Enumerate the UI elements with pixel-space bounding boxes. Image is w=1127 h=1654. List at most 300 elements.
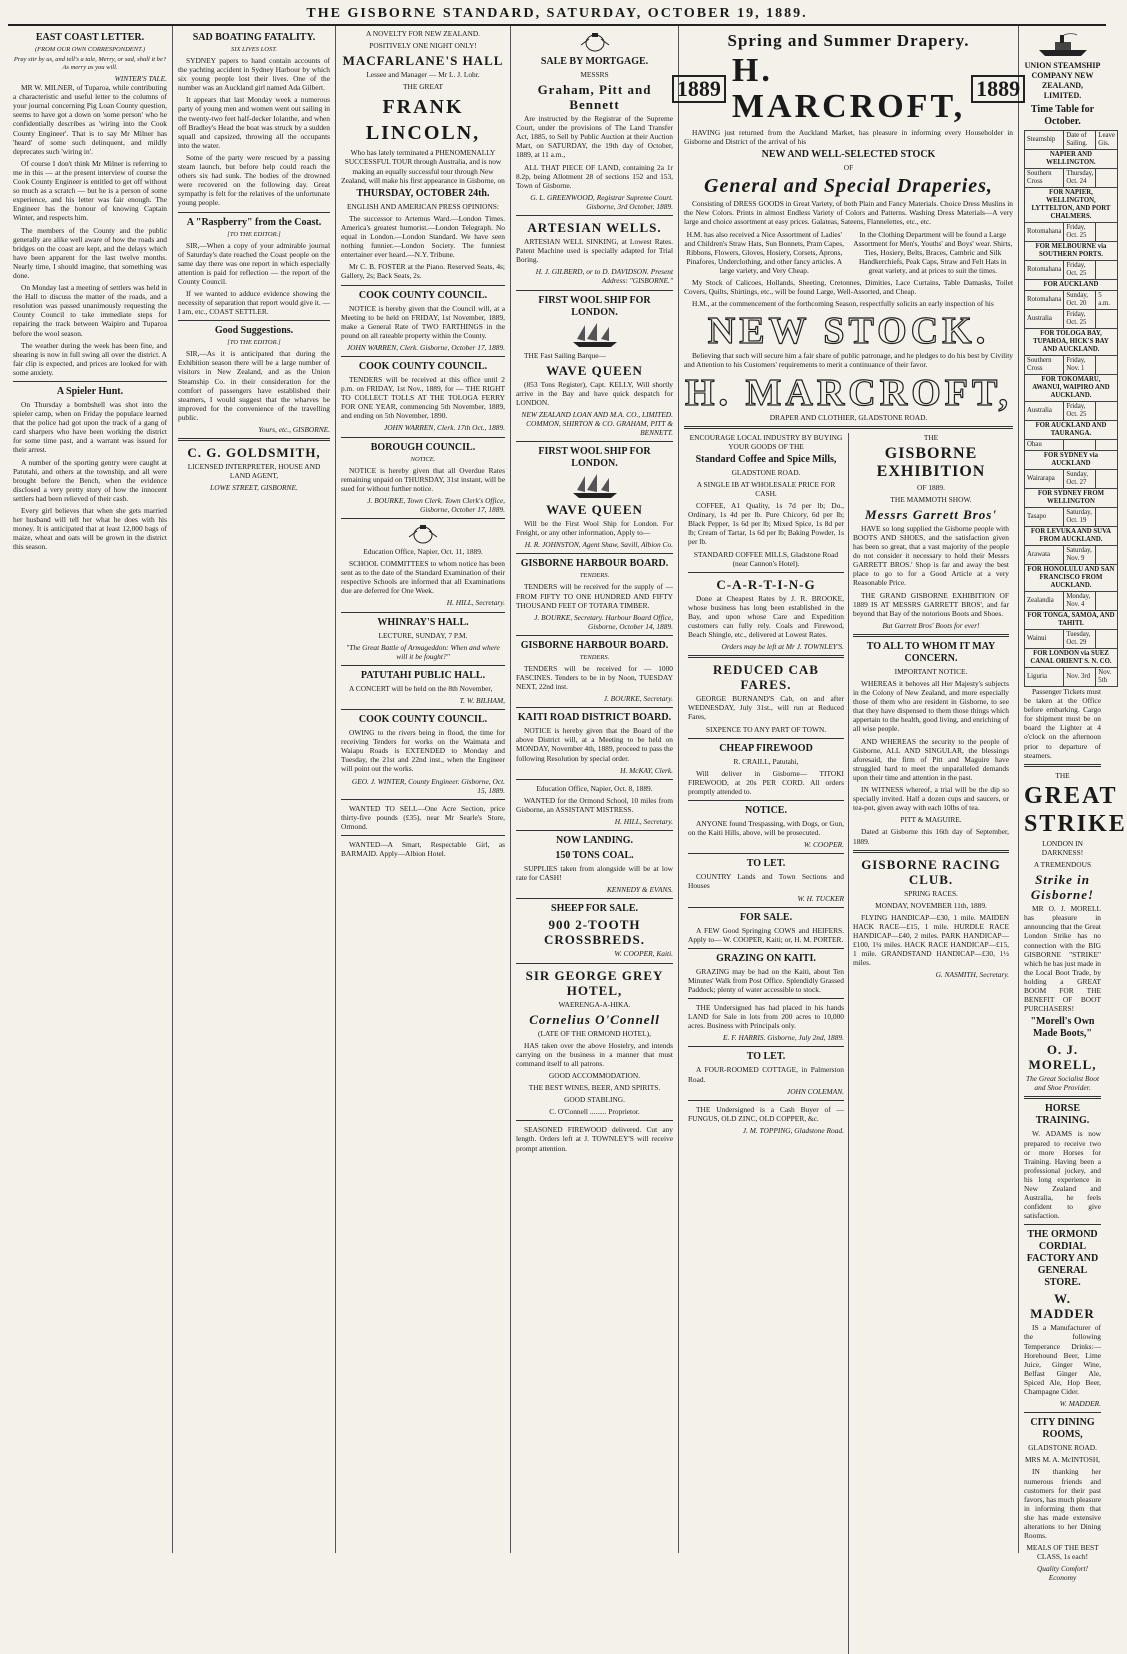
timetable-cell: Zealandia — [1025, 592, 1064, 611]
timetable-section — [1025, 489, 1118, 508]
paragraph: The successor to Artemus Ward.—London Times. America's greatest humorist.—London Telegraph. No equal in London.—London Standard. We have seen nothing funnier.—London Society. The funniest entertainer ever heard.—N.Y. Tribune. — [341, 213, 505, 260]
notice-title: COOK COUNTY COUNCIL. — [358, 714, 488, 726]
notice-title: BOROUGH COUNCIL. — [370, 441, 476, 453]
company-title: UNION STEAMSHIP COMPANY NEW ZEALAND, LIMITED. — [1024, 61, 1101, 100]
section-heading: FOR LEVUKA AND SUVA FROM AUCKLAND. — [1025, 527, 1118, 546]
paragraph: IN thanking her numerous friends and customers for their past favors, has much pleasure in informing them that she has made extensive alterations to her Dining Rooms. — [1024, 1467, 1101, 1541]
divider — [688, 907, 844, 908]
notice-title: COOK COUNTY COUNCIL. — [358, 360, 488, 372]
hotel-name: SIR GEORGE GREY HOTEL, — [525, 967, 664, 998]
divider — [1024, 1224, 1101, 1225]
signature: W. COOPER, Kaiti. — [614, 949, 673, 959]
paragraph: TENDERS will be received at this office until 2 p.m. on FRIDAY, 1st Nov., 1889, for — THE RIGHT TO COLLECT TOLLS AT THE TOLOGA FERRY FOR ONE YEAR, commencing 5th November, 1889, and ending on 5th November, 1890. — [341, 374, 505, 421]
signature: Yours, etc., GISBORNE. — [258, 425, 330, 434]
epigraph: Pray stir by us, and tell's a tale, Merry, or sad, shall it be? As merry as you will. — [13, 56, 167, 71]
paragraph: GEORGE BURNAND'S Cab, on and after WEDNESDAY, July 31st., will run at Reduced Fares, — [688, 694, 844, 722]
signature: T. W. BILHAM, — [459, 695, 505, 705]
paragraph: NOTICE is hereby given that all Overdue Rates remaining unpaid on THURSDAY, 31st instant, will be sued for without further notice. — [341, 465, 505, 493]
paragraph: MR W. MILNER, of Tuparoa, while contributing a characteristic and useful letter to the columns of your journal concerning Pig Loan County question, seems to have got a down on 'some person' who he confidentially describes as 'wiring into the Cook County Engineer'. That is to say Mr Milner has 'heard' of some such delinquent, and mildly deprecates such 'wiring in'. — [13, 83, 167, 156]
divider — [688, 1046, 844, 1047]
column-east-coast-letter — [8, 26, 173, 1553]
divider — [1024, 764, 1101, 767]
article-title: SAD BOATING FATALITY. — [192, 32, 316, 43]
sailing-ship-icon — [565, 473, 625, 499]
marcroft-banner — [676, 52, 1021, 125]
notice-subtitle: TENDERS. — [579, 653, 610, 661]
timetable-cell: Tuesday, Oct. 29 — [1064, 630, 1096, 649]
timetable-cell — [1096, 310, 1118, 329]
divider — [516, 553, 673, 554]
advert-line: A NOVELTY FOR NEW ZEALAND. — [365, 29, 481, 38]
timetable-cell: Wairarapa — [1025, 470, 1064, 489]
signature: PITT & MAGUIRE. — [900, 815, 962, 825]
notice-title: SHEEP FOR SALE. — [551, 903, 638, 915]
paragraph: SYDNEY papers to hand contain accounts of the yachting accident in Sydney Harbour by which six young people lost their lives. One of the number was an Auckland girl named Ada Gilbert. — [178, 56, 330, 93]
paragraph: NOTICE is hereby given that the Board of the above District will, at a Meeting to be held on MONDAY, November 4th, 1889, proceed to pass the following Resolution by special order. — [516, 726, 673, 763]
section-heading: FOR LONDON via SUEZ CANAL ORIENT S. N. CO. — [1025, 649, 1118, 668]
signature: H. HILL, Secretary. — [614, 817, 673, 827]
timetable-row — [1025, 223, 1118, 242]
paragraph: My Stock of Calicoes, Hollands, Sheeting, Cretonnes, Dimities, Lace Curtains, Table Damasks, Toilet Covers, Quilts, Shirtings, etc., will be found Large, Well-Assorted, and Cheap. — [684, 278, 1013, 297]
divider — [341, 518, 505, 519]
paragraph: GRAZING may be had on the Kaiti, about Ten Minutes' Walk from Post Office. Splendidly Grassed Paddock; plenty of water accessible to stock. — [688, 966, 844, 994]
notice-title: CHEAP FIREWOOD — [719, 742, 813, 754]
advert-line: Quality Comfort! Economy — [1036, 1564, 1089, 1583]
timetable-cell — [1064, 440, 1096, 451]
advert-line: A SINGLE IB AT WHOLESALE PRICE FOR CASH. — [696, 479, 836, 498]
signature: G. L. GREENWOOD, Registrar Supreme Court. Gisborne, 3rd October, 1889. — [530, 192, 673, 211]
paragraph: Will deliver in Gisborne— TITOKI FIREWOOD, at 20s PER CORD. All orders promptly attended to. — [688, 768, 844, 796]
paragraph: THE Undersigned has had placed in his hands LAND for Sale in lots from 200 acres to 10,000 acres. Business with Principals only. — [688, 1003, 844, 1031]
header-cell: Steamship — [1025, 131, 1064, 150]
advert-line: Education Office, Napier, Oct. 11, 1889. — [363, 547, 483, 556]
timetable-section — [1025, 611, 1118, 630]
timetable-cell: Nov. 3rd — [1064, 668, 1096, 687]
divider — [688, 655, 844, 658]
timetable-cell — [1096, 592, 1118, 611]
timetable-cell: Saturday, Nov. 9 — [1064, 546, 1096, 565]
notice-subtitle: 150 TONS COAL. — [555, 850, 634, 862]
paragraph: Some of the party were rescued by a passing steam launch, but before help could reach the others six had sunk. The bodies of the drowned were recovered on the following day. Great sympathy is felt for the relatives of the unfortunate young people. — [178, 152, 330, 208]
advert-line: Lessee and Manager — Mr L. J. Lohr. — [366, 70, 480, 80]
merchant-name-outline: H. MARCROFT, — [685, 371, 1012, 414]
performer-name: FRANK LINCOLN, — [365, 96, 481, 145]
timetable-cell: Arawata — [1025, 546, 1064, 565]
ship-name: WAVE QUEEN — [546, 362, 643, 378]
section-heading: FOR TOKOMARU, AWANUI, WAIPIRO AND AUCKLAND. — [1025, 375, 1118, 402]
timetable-row — [1025, 310, 1118, 329]
paragraph: SIR,—When a copy of your admirable journal of Saturday's date reached the Coast people on the same day there was one report in which especially attention is paid for reflection — the report of the County Council. — [178, 240, 330, 286]
paragraph: It appears that last Monday week a numerous party of young men and women went out sailing in the twenty-two feet half-decker Iolanthe, and when off Bradley's Head the boat was struck by a sudden squall and capsized, throwing all the occupants into the water. — [178, 95, 330, 150]
divider — [516, 635, 673, 636]
paragraph: MR O. J. MORELL has pleasure in announcing that the Great London Strike has no connection with the BIG GISBORNE "STRIKE" which he has just made in the Local Boot Trade, by holding a GREAT BOOM FOR THE BENEFIT OF BOOT PURCHASERS! — [1024, 904, 1101, 1014]
advert-line: SIXPENCE TO ANY PART OF TOWN. — [705, 724, 827, 734]
year-box: 1889 — [672, 75, 726, 103]
paragraph: Passenger Tickets must be taken at the Office before embarking. Cargo for shipment must be on board the Lighter at 4 o'clock on the afternoon prior to departure of steamers. — [1024, 687, 1101, 760]
timetable-cell: Tasapo — [1025, 508, 1064, 527]
paragraph: WANTED TO SELL—One Acre Section, price thirty-five pounds (£35), near Mr Searle's Store, Ormond. — [341, 803, 505, 831]
timetable-row — [1025, 508, 1118, 527]
advert-line: OF 1889. — [917, 482, 945, 492]
advert-line: ENGLISH AND AMERICAN PRESS OPINIONS: — [347, 201, 499, 211]
paragraph: On Thursday a bombshell was shot into the spieler camp, when on Friday the populace learned that the police had got upon the track of a gang of card sharpers who have been working the district for some time past, and a warrant was issued for their arrest. — [13, 400, 167, 455]
notice-subtitle: NOTICE. — [410, 455, 436, 463]
ship-name: WAVE QUEEN — [546, 502, 643, 518]
timetable-cell — [1096, 356, 1118, 375]
advert-line: Education Office, Napier, Oct. 8, 1889. — [536, 783, 653, 793]
timetable-cell: Liguria — [1025, 668, 1064, 687]
signature: W. H. TUCKER — [797, 893, 844, 903]
notice-title: REDUCED CAB FARES. — [713, 662, 819, 693]
divider — [178, 212, 330, 213]
advert-two-columns — [684, 230, 1013, 278]
firm-name: Graham, Pitt and Bennett — [537, 82, 652, 113]
timetable-cell: Southern Cross — [1025, 356, 1064, 375]
advert-script: Strike in Gisborne! — [1030, 872, 1095, 903]
paragraph: Dated at Gisborne this 16th day of September, 1889. — [853, 827, 1009, 846]
section-heading: FOR MELBOURNE via SOUTHERN PORTS. — [1025, 242, 1118, 261]
paragraph: HAS taken over the above Hostelry, and intends carrying on the business in a manner that must command itself to all patrons. — [516, 1040, 673, 1068]
signature: J. BOURKE, Town Clerk. Town Clerk's Office, Gisborne, October 17, 1889. — [367, 495, 505, 514]
timetable-cell: Ohau — [1025, 440, 1064, 451]
advert-line: ENCOURAGE LOCAL INDUSTRY BY BUYING YOUR GOODS OF THE — [689, 432, 843, 451]
signature: JOHN COLEMAN. — [786, 1086, 844, 1096]
steamship-icon — [1033, 32, 1093, 58]
divider — [341, 285, 505, 286]
divider — [516, 963, 673, 964]
crest-icon — [403, 523, 443, 545]
exhibition-title: GISBORNE EXHIBITION — [876, 444, 986, 480]
divider — [516, 707, 673, 708]
epigraph-attribution: WINTER'S TALE. — [114, 74, 167, 83]
advert-line: OF — [843, 163, 854, 173]
event-date: THURSDAY, OCTOBER 24th. — [356, 187, 490, 199]
divider — [341, 356, 505, 357]
timetable-cell — [1096, 546, 1118, 565]
paragraph: Believing that such will secure him a fair share of public patronage, and he pledges to do his best by Civility and Attention to his Customers' requirements to merit a continuance of their favor. — [684, 351, 1013, 370]
signature: J. BOURKE, Secretary. Harbour Board Office, Gisborne, October 14, 1889. — [534, 612, 673, 631]
divider — [688, 948, 844, 949]
paragraph: THE Undersigned is a Cash Buyer of — FUNGUS, OLD ZINC, OLD COPPER, &c. — [688, 1104, 844, 1123]
paragraph: TENDERS will be received for the supply of — FROM FIFTY TO ONE HUNDRED AND FIFTY THOUSAND FEET OF TOTARA TIMBER. — [516, 582, 673, 610]
notice-title: GISBORNE RACING CLUB. — [861, 856, 1001, 887]
divider — [341, 799, 505, 800]
timetable-cell — [1096, 470, 1118, 489]
timetable-section — [1025, 280, 1118, 291]
notice-title: FIRST WOOL SHIP FOR LONDON. — [538, 446, 651, 470]
divider — [688, 800, 844, 801]
paragraph: A FEW Good Springing COWS and HEIFERS. Apply to— W. COOPER, Kaiti; or, H. M. PORTER. — [688, 925, 844, 944]
notice-title: CITY DINING ROOMS, — [1030, 1417, 1095, 1441]
article-title: A "Raspberry" from the Coast. — [186, 216, 322, 228]
section-heading: NAPIER AND WELLINGTON. — [1025, 150, 1118, 169]
advert-script: Messrs Garrett Bros' — [865, 506, 997, 522]
signature: JOHN WARREN, Clerk. Gisborne, October 17, 1889. — [346, 342, 505, 352]
divider — [516, 1120, 673, 1121]
paragraph: IN WITNESS whereof, a trial will be the dip so specially invited. Half a dozen cups and saucers, or tea-pot, given away with each 10lbs of tea. — [853, 785, 1009, 813]
notice-title: KAITI ROAD DISTRICT BOARD. — [517, 712, 672, 724]
paragraph: The members of the County and the public generally are alike well aware of how the roads and bridges on the coast are kept, and the delays which have been apparent for the last twelve months. Nearly time, I should imagine, that something was done. — [13, 225, 167, 280]
column-marcroft-and-notices — [676, 26, 1021, 1553]
timetable-cell: Saturday, Oct. 19 — [1064, 508, 1096, 527]
notice-title: C-A-R-T-I-N-G — [716, 576, 816, 592]
notice-title: SALE BY MORTGAGE. — [540, 56, 649, 67]
hall-name: WHINRAY'S HALL. — [377, 616, 469, 628]
paragraph: SUPPLIES taken from alongside will be at low rate for CASH! — [516, 864, 673, 883]
advert-line: "Morell's Own Made Boots," — [1030, 1016, 1095, 1040]
timetable-cell — [1096, 630, 1118, 649]
masthead — [8, 4, 1106, 26]
divider — [1024, 1096, 1101, 1099]
signature: H. McKAY, Clerk. — [620, 765, 673, 775]
paragraph: SCHOOL COMMITTEES to whom notice has been sent as to the date of the Standard Examination of their respective Schools are informed that all Examinations due are deferred for One Week. — [341, 559, 505, 596]
notice-title: TO LET. — [746, 1051, 786, 1063]
signature: But Garrett Bros' Boots for ever! — [882, 620, 980, 630]
advert-line: 900 2-TOOTH CROSSBREDS. — [544, 917, 645, 948]
lower-notices — [684, 433, 1013, 1654]
advert-line: NEW AND WELL-SELECTED STOCK — [761, 149, 936, 161]
divider — [684, 426, 1013, 429]
column-notices-a — [336, 26, 511, 1553]
timetable-cell — [1096, 223, 1118, 242]
timetable-cell: 5 a.m. — [1096, 291, 1118, 310]
timetable-cell: Rotomahana — [1025, 223, 1064, 242]
article-title: EAST COAST LETTER. — [35, 32, 145, 43]
paragraph: Mr C. B. FOSTER at the Piano. Reserved Seats, 4s; Gallery, 2s; Back Seats, 2s. — [341, 262, 505, 281]
merchant-name: W. MADDER — [1030, 1291, 1095, 1322]
timetable-row — [1025, 261, 1118, 280]
paragraph: THE GRAND GISBORNE EXHIBITION OF 1889 IS AT MESSRS GARRETT BROS', and far beyond that Bay of the notorious Boots and Shoes. — [853, 590, 1009, 618]
section-heading: FOR SYDNEY via AUCKLAND — [1025, 451, 1118, 470]
timetable-row — [1025, 546, 1118, 565]
paragraph: H.M. has also received a Nice Assortment of Ladies' and Children's Straw Hats, Sun Bonnets, Pram Capes, Ribbons, Flowers, Gloves, Hosiery, Corsets, Aprons, Pinafores, Underclothing, and other fancy articles. A large variety, and Very Cheap. — [684, 229, 844, 275]
paragraph: Are instructed by the Registrar of the Supreme Court, under the provisions of The Land Transfer Act, 1885, to Sell by Public Auction at their Auction Mart, on SATURDAY, the 19th day of October, 1889, at 11 a.m., — [516, 114, 673, 160]
paragraph: If we wanted to adduce evidence showing the necessity of separation that report would give it. — I am, etc., COAST SETTLER. — [178, 288, 330, 317]
signature: H. J. GILBERD, or to D. DAVIDSON. Present Address: "GISBORNE." — [535, 267, 673, 286]
section-heading: FOR AUCKLAND AND TAURANGA. — [1025, 421, 1118, 440]
paragraph: THE Fast Sailing Barque— — [524, 350, 606, 360]
divider — [853, 850, 1009, 853]
signature: JOHN WARREN, Clerk. 17th Oct., 1889. — [384, 423, 505, 433]
signature: J. M. TOPPING, Gladstone Road. — [742, 1125, 844, 1135]
paragraph: W. ADAMS is now prepared to receive two or more Horses for Training. Having been a professional jockey, and his long experience in New Zealand and Australia, he feels confident to give satisfaction. — [1024, 1129, 1101, 1221]
divider — [516, 290, 673, 291]
advert-line: SPRING RACES. — [904, 888, 958, 898]
section-heading: FOR SYDNEY FROM WELLINGTON — [1025, 489, 1118, 508]
signature: KENNEDY & EVANS. — [606, 885, 673, 895]
masthead-text: THE GISBORNE STANDARD, SATURDAY, OCTOBER 19, 1889. — [306, 6, 808, 21]
section-heading: FOR HONOLULU AND SAN FRANCISCO FROM AUCKLAND. — [1025, 565, 1118, 592]
paragraph: WHEREAS it behoves all Her Majesty's subjects in the Colony of New Zealand, and more especially those of them who are resident in Gisborne, to see that they have dispensed to them those things which appertain to the health, good living, and enriching of all wise people. — [853, 679, 1009, 734]
advert-line: GLADSTONE ROAD. — [731, 467, 801, 477]
divider — [341, 437, 505, 438]
divider — [688, 853, 844, 854]
timetable-cell: Friday, Oct. 25 — [1064, 223, 1096, 242]
notice-subtitle: TENDERS. — [579, 572, 610, 580]
divider — [688, 572, 844, 573]
notice-title: NOW LANDING. — [555, 835, 634, 847]
timetable-row — [1025, 356, 1118, 375]
timetable-cell: Monday, Nov. 4 — [1064, 592, 1096, 611]
advert-line: The Great Socialist Boot and Shoe Provider. — [1025, 1074, 1099, 1093]
advert-line: LECTURE, SUNDAY, 7 P.M. — [378, 630, 468, 640]
advert-line: A TREMENDOUS — [1033, 860, 1092, 870]
paragraph: IS a Manufacturer of the following Temperance Drinks:— Horehound Beer, Lime Juice, Ginger Wine, Belfast Ginger Ale, Spiced Ale, Hop Beer, Champagne Cider. — [1024, 1323, 1101, 1397]
timetable-cell — [1096, 402, 1118, 421]
great-heading: GREAT — [1024, 782, 1118, 809]
paragraph: A CONCERT will be held on the 8th November, — [349, 683, 493, 693]
advert-name: C. G. GOLDSMITH, — [187, 445, 321, 461]
article-title: Good Suggestions. — [214, 325, 294, 337]
signature: W. COOPER. — [803, 840, 844, 850]
divider — [13, 381, 167, 382]
column-shipping-and-ads — [1019, 26, 1127, 1583]
advert-line: GOOD ACCOMMODATION. — [548, 1070, 641, 1080]
hall-name: MACFARLANE'S HALL — [342, 53, 504, 69]
timetable-section — [1025, 375, 1118, 402]
divider — [341, 835, 505, 836]
advert-line: LICENSED INTERPRETER, HOUSE AND LAND AGENT, — [187, 462, 321, 481]
timetable-section — [1025, 649, 1118, 668]
notice-title: COOK COUNTY COUNCIL. — [358, 289, 488, 301]
advert-line: MRS M. A. McINTOSH, — [1024, 1455, 1100, 1465]
notice-title: ARTESIAN WELLS. — [527, 220, 662, 236]
timetable-cell: Thursday, Oct. 24 — [1064, 169, 1096, 188]
timetable-row — [1025, 470, 1118, 489]
editor-note: [TO THE EDITOR.] — [227, 339, 281, 347]
paragraph: A number of the sporting gentry were caught at Patutahi, and others at the township, and all were brought before the Bench, when the evidence disclosed a very pretty story of how the innocent settlers had been relieved of their cash. — [13, 457, 167, 503]
paragraph: Consisting of DRESS GOODS in Great Variety, of both Plain and Fancy Materials. Choice Dress Muslins in the New Colors. Prints in almost Endless Variety of Colors and Patterns. Washing Dress Materials—A very large and choice assortment at easy prices. Galateas, Sateens, Flannelettes, etc., etc. — [684, 199, 1013, 227]
advert-line: LONDON IN DARKNESS! — [1041, 838, 1084, 857]
timetable-row — [1025, 668, 1118, 687]
divider — [178, 320, 330, 321]
timetable-row — [1025, 630, 1118, 649]
signature: STANDARD COFFEE MILLS, Gladstone Road (near Cannon's Hotel). — [693, 549, 839, 568]
timetable-row — [1025, 402, 1118, 421]
paragraph: TENDERS will be received for — 1000 FASCINES. Tenders to be in by Noon, TUESDAY NEXT, 22nd inst. — [516, 663, 673, 692]
timetable-cell — [1096, 169, 1118, 188]
advert-line: "The Great Battle of Armageddon: When and where will it be fought?" — [346, 642, 500, 661]
signature: W. MADDER. — [1059, 1399, 1101, 1409]
timetable-section — [1025, 150, 1118, 169]
divider — [516, 898, 673, 899]
divider — [1024, 1412, 1101, 1413]
divider — [341, 709, 505, 710]
paragraph: Of course I don't think Mr Milner is referring to me in this — at the present interview of course the Cook County Engineer is entitled to get off without so much as a scratch — but he is a person of some experience, and his letter was fair enough. The Engineer has the honour of knowing Captain Winter, and respects him. — [13, 158, 167, 223]
paragraph: H.M., at the commencement of the forthcoming Season, respectfully solicits an early inspection of his — [692, 299, 994, 309]
section-heading: FOR NAPIER, WELLINGTON, LYTTELTON, AND PORT CHALMERS. — [1025, 188, 1118, 223]
signature: NEW ZEALAND LOAN AND M.A. CO., LIMITED. COMMON, SHIRTON & CO. GRAHAM, PITT & BENNETT. — [521, 409, 673, 438]
timetable-row — [1025, 291, 1118, 310]
paragraph: In the Clothing Department will be found a Large Assortment for Men's, Youths' and Boys' wear. Shirts, Ties, Hosiery, Belts, Braces, Cambric and Silk Handkerchiefs, Peak Caps, Straw and Felt Hats in great variety, and at prices to suit the times. — [853, 229, 1013, 275]
signature: E. F. HARRIS. Gisborne, July 2nd, 1889. — [723, 1033, 844, 1043]
timetable-cell: Rotomahana — [1025, 261, 1064, 280]
advert-line: THE MAMMOTH SHOW. — [890, 494, 972, 504]
paragraph: COFFEE, A1 Quality, 1s 7d per lb; Do., Ordinary, 1s 4d per lb. Pure Chicory, 6d per lb; Black Pepper, 1s 6d per lb; Mixed Spice, 1s 8d per lb; Cream of Tartar, 1s 6d per lb; Baking Powder, 1s per lb. — [688, 501, 844, 547]
paragraph: FLYING HANDICAP—£30, 1 mile. MAIDEN HACK RACE—£15, 1 mile. HURDLE RACE HANDICAP—£40, 2 miles. PARK HANDICAP—£100, 1¼ miles. HACK RACE HANDICAP—£15, 1 mile. GRANDSTAND HANDICAP—£30, 1½ miles. — [853, 912, 1009, 968]
lower-left-notices — [684, 433, 849, 1654]
merchant-name: H. MARCROFT, — [731, 52, 966, 125]
advert-line: Who has lately terminated a PHENOMENALLY SUCCESSFUL TOUR through Australia, and is now making an equally successful tour through New Zealand, will make his first appearance in Gisborne, on — [341, 148, 505, 185]
paragraph: The weather during the week has been fine, and shearing is now in full swing all over the district. A fair clip is expected, and prices are looked for with some anxiety. — [13, 340, 167, 377]
advert-line: THE — [923, 432, 939, 442]
timetable-cell — [1096, 440, 1118, 451]
timetable-cell: Friday, Oct. 25 — [1064, 310, 1096, 329]
lower-right-notices — [849, 433, 1013, 1654]
column-boating-fatality — [173, 26, 336, 1553]
advert-line: THE GREAT — [402, 82, 444, 92]
proprietor-name: Cornelius O'Connell — [529, 1011, 660, 1027]
timetable-row — [1025, 169, 1118, 188]
timetable-row — [1025, 592, 1118, 611]
timetable-cell: Sunday, Oct. 20 — [1064, 291, 1096, 310]
paragraph: Done at Cheapest Rates by J. R. BROOKE, whose business has long been established in the Bay, and upon whose Care and Expedition customers can fully rely. Coals and Firewood, Beach Shingle, etc., delivered at Lowest Rates. — [688, 593, 844, 640]
advert-line: (LATE OF THE ORMOND HOTEL), — [538, 1028, 651, 1038]
strike-heading: STRIKE — [1024, 810, 1127, 837]
notice-title: FIRST WOOL SHIP FOR LONDON. — [538, 294, 651, 318]
timetable-cell: Sunday, Oct. 27 — [1064, 470, 1096, 489]
advert-line: MEALS OF THE BEST CLASS, 1s each! — [1026, 1543, 1099, 1562]
notice-title: FOR SALE. — [739, 911, 793, 923]
divider — [688, 998, 844, 999]
notice-title: HORSE TRAINING. — [1035, 1103, 1090, 1127]
timetable-title: Time Table for October. — [1030, 104, 1095, 127]
advert-line: MESSRS — [580, 70, 609, 79]
article-title: A Spieler Hunt. — [56, 386, 124, 397]
column-notices-b — [511, 26, 679, 1553]
paragraph: HAVE so long supplied the Gisborne people with BOOTS AND SHOES, and the satisfaction given has been so great, that a vast majority of the people do not consider it necessary to hold their Messrs GARRETT BROS.' Shop is far and away the best place to go to for a Good Article at a very Reasonable Price. — [853, 523, 1009, 588]
paragraph: ANYONE found Trespassing, with Dogs, or Gun, on the Kaiti Hills, above, will be prosecuted. — [688, 819, 844, 838]
timetable-section — [1025, 565, 1118, 592]
merchant-address: DRAPER AND CLOTHIER, GLADSTONE ROAD. — [769, 412, 928, 422]
timetable-section — [1025, 451, 1118, 470]
section-heading: FOR TOLOGA BAY, TUPAROA, HICK'S BAY AND AUCKLAND. — [1025, 329, 1118, 356]
advert-line: THE — [1055, 770, 1070, 780]
timetable-cell: Australia — [1025, 402, 1064, 421]
sailing-ship-icon — [565, 322, 625, 348]
advert-line: GLADSTONE ROAD. — [1028, 1443, 1097, 1453]
paragraph: On Monday last a meeting of settlers was held in the Hall to discuss the matter of the roads, and a resolution was passed unanimously requesting the County Council to take immediate steps for repairing the track between Waipiro and Tuparoa before the wool season. — [13, 283, 167, 338]
paragraph: NOTICE is hereby given that the Council will, at a Meeting to be held on FRIDAY, 1st November, 1889, make a General Rate of TWO FARTHINGS in the pound on all rateable property within the County. — [341, 303, 505, 340]
timetable-section — [1025, 527, 1118, 546]
signature: H. R. JOHNSTON, Agent Shaw, Savill, Albion Co. — [524, 540, 673, 550]
notice-title: GRAZING ON KAITI. — [716, 952, 816, 964]
divider — [341, 665, 505, 666]
signature: G. NASMITH, Secretary. — [935, 970, 1009, 980]
timetable-cell: Rotomahana — [1025, 291, 1064, 310]
timetable-cell — [1096, 508, 1118, 527]
divider — [516, 215, 673, 216]
advert-heading: Spring and Summer Drapery. — [727, 31, 970, 50]
paragraph: Will be the First Wool Ship for London. For Freight, or any other information, Apply to— — [516, 519, 673, 538]
new-stock-heading: NEW STOCK. — [707, 310, 990, 353]
divider — [853, 634, 1009, 637]
crest-icon — [575, 31, 615, 53]
paragraph: ARTESIAN WELL SINKING, at Lowest Rates. Patent Machine used is specially adapted for Trial Boring. — [516, 237, 673, 265]
advert-line: GOOD STABLING. — [564, 1095, 625, 1105]
advert-line: IMPORTANT NOTICE. — [894, 666, 968, 676]
shipping-timetable — [1024, 130, 1118, 687]
advert-line: WAERENGA-A-HIKA. — [558, 999, 631, 1009]
timetable-cell: Friday, Nov. 1 — [1064, 356, 1096, 375]
article-byline: (FROM OUR OWN CORRESPONDENT.) — [34, 46, 145, 53]
paragraph: (853 Tons Register), Capt. KELLY, Will shortly arrive in the Bay and have quick despatch for LONDON. — [516, 379, 673, 407]
paragraph: OWING to the rivers being in flood, the time for receiving Tenders for works on the Waimata and Waiapu Roads is EXTENDED to Monday and Tuesday, the 21st and 22nd inst., when the Engineer will point out the works. — [341, 728, 505, 774]
notice-title: TO LET. — [746, 858, 786, 870]
timetable-cell: Friday, Oct. 25 — [1064, 261, 1096, 280]
section-heading: FOR AUCKLAND — [1025, 280, 1118, 291]
notice-title: TO ALL TO WHOM IT MAY CONCERN. — [866, 640, 996, 664]
